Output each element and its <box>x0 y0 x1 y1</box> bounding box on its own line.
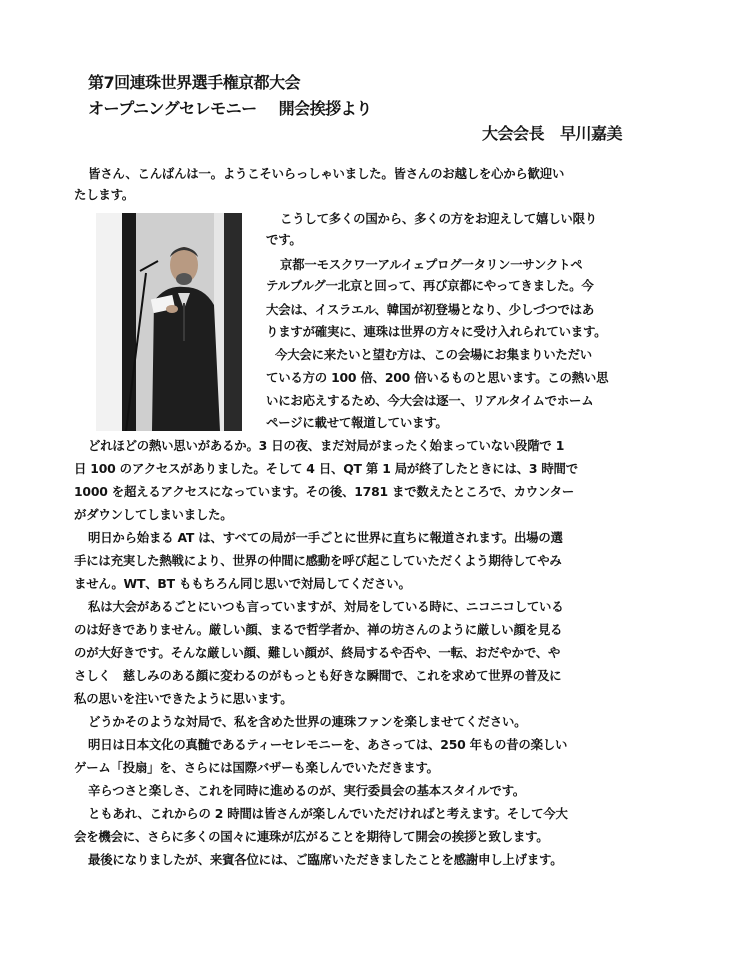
author-name: 早川嘉美 <box>560 124 623 143</box>
document-subtitle <box>88 96 372 119</box>
paragraph-line: こうして多くの国から、多くの方をお迎えして嬉しい限り <box>280 211 597 226</box>
paragraph-line: ません。WT、BT ももちろん同じ思いで対局してください。 <box>74 576 411 591</box>
paragraph-line: 明日は日本文化の真髄であるティーセレモニーを、あさっては、250 年もの昔の楽しい <box>88 737 568 752</box>
paragraph-line: がダウンしてしまいました。 <box>74 507 233 522</box>
paragraph-line: 会を機会に、さらに多くの国々に連珠が広がることを期待して開会の挨拶と致します。 <box>74 829 549 844</box>
paragraph-line: のが大好きです。そんな厳しい顔、難しい顔が、終局するや否や、一転、おだやかで、や <box>74 645 561 660</box>
paragraph-line: のは好きでありません。厳しい顔、まるで哲学者か、禅の坊さんのように厳しい顔を見る <box>74 622 563 637</box>
paragraph-line: 今大会に来たいと望む方は、この会場にお集まりいただい <box>275 347 592 362</box>
paragraph-line: 日 100 のアクセスがありました。そして 4 日、QT 第 1 局が終了したときには、3 時間で <box>74 461 578 476</box>
paragraph-line: 京都一モスクワ一アルイェプログ一タリン一サンクトペ <box>280 257 583 272</box>
paragraph-line: です。 <box>266 232 302 247</box>
document-title: 第7回連珠世界選手権京都大会 <box>88 73 301 92</box>
paragraph-line: 1000 を超えるアクセスになっています。その後、1781 まで数えたところで、カウンター <box>74 484 575 499</box>
paragraph-line: ともあれ、これからの 2 時間は皆さんが楽しんでいただければと考えます。そして今大 <box>88 806 568 821</box>
paragraph-line: テルブルグ一北京と回って、再び京都にやってきました。今 <box>266 278 594 293</box>
paragraph-line: 明日から始まる AT は、すべての局が一手ごとに世界に直ちに報道されます。出場の選 <box>88 530 563 545</box>
paragraph-line: 私の思いを注いできたように思います。 <box>74 691 293 706</box>
paragraph-line: 私は大会があるごとにいつも言っていますが、対局をしている時に、ニコニコしている <box>88 599 564 614</box>
paragraph-line: 手には充実した熱戦により、世界の仲間に感動を呼び起こしていただくよう期待してやみ <box>74 553 562 568</box>
paragraph-line: どうかそのような対局で、私を含めた世界の連珠ファンを楽しませてください。 <box>88 714 527 729</box>
paragraph-line: ている方の 100 倍、200 倍いるものと思います。この熱い思 <box>266 370 609 385</box>
paragraph-line: ゲーム「投扇」を、さらには国際バザーも楽しんでいただきます。 <box>74 760 439 775</box>
paragraph-line: さしく 慈しみのある顔に変わるのがもっとも好きな瞬間で、これを求めて世界の普及に <box>74 668 562 683</box>
author-line <box>482 121 622 144</box>
paragraph-line: どれほどの熱い思いがあるか。3 日の夜、まだ対局がまったく始まっていない段階で 1 <box>88 438 565 453</box>
paragraph-line: りますが確実に、連珠は世界の方々に受け入れられています。 <box>266 324 607 339</box>
speaker-photo <box>96 213 242 431</box>
paragraph-line: 大会は、イスラエル、韓国が初登場となり、少しづつではあ <box>266 302 595 317</box>
subtitle-ceremony: オープニングセレモニー <box>88 99 257 118</box>
paragraph-line: 皆さん、こんばんは一。ようこそいらっしゃいました。皆さんのお越しを心から歓迎い <box>88 166 565 181</box>
subtitle-speech: 開会挨拶より <box>278 99 372 118</box>
paragraph-line: 最後になりましたが、来賓各位には、ご臨席いただきましたことを感謝申し上げます。 <box>88 852 563 867</box>
paragraph-line: たします。 <box>74 187 134 202</box>
paragraph-line: ページに載せて報道しています。 <box>266 415 448 430</box>
paragraph-line: 辛らつさと楽しさ、これを同時に進めるのが、実行委員会の基本スタイルです。 <box>88 783 526 798</box>
speaker-photo-illustration <box>96 213 242 431</box>
paragraph-line: いにお応えするため、今大会は逐一、リアルタイムでホーム <box>266 393 594 408</box>
author-role: 大会会長 <box>482 124 545 143</box>
